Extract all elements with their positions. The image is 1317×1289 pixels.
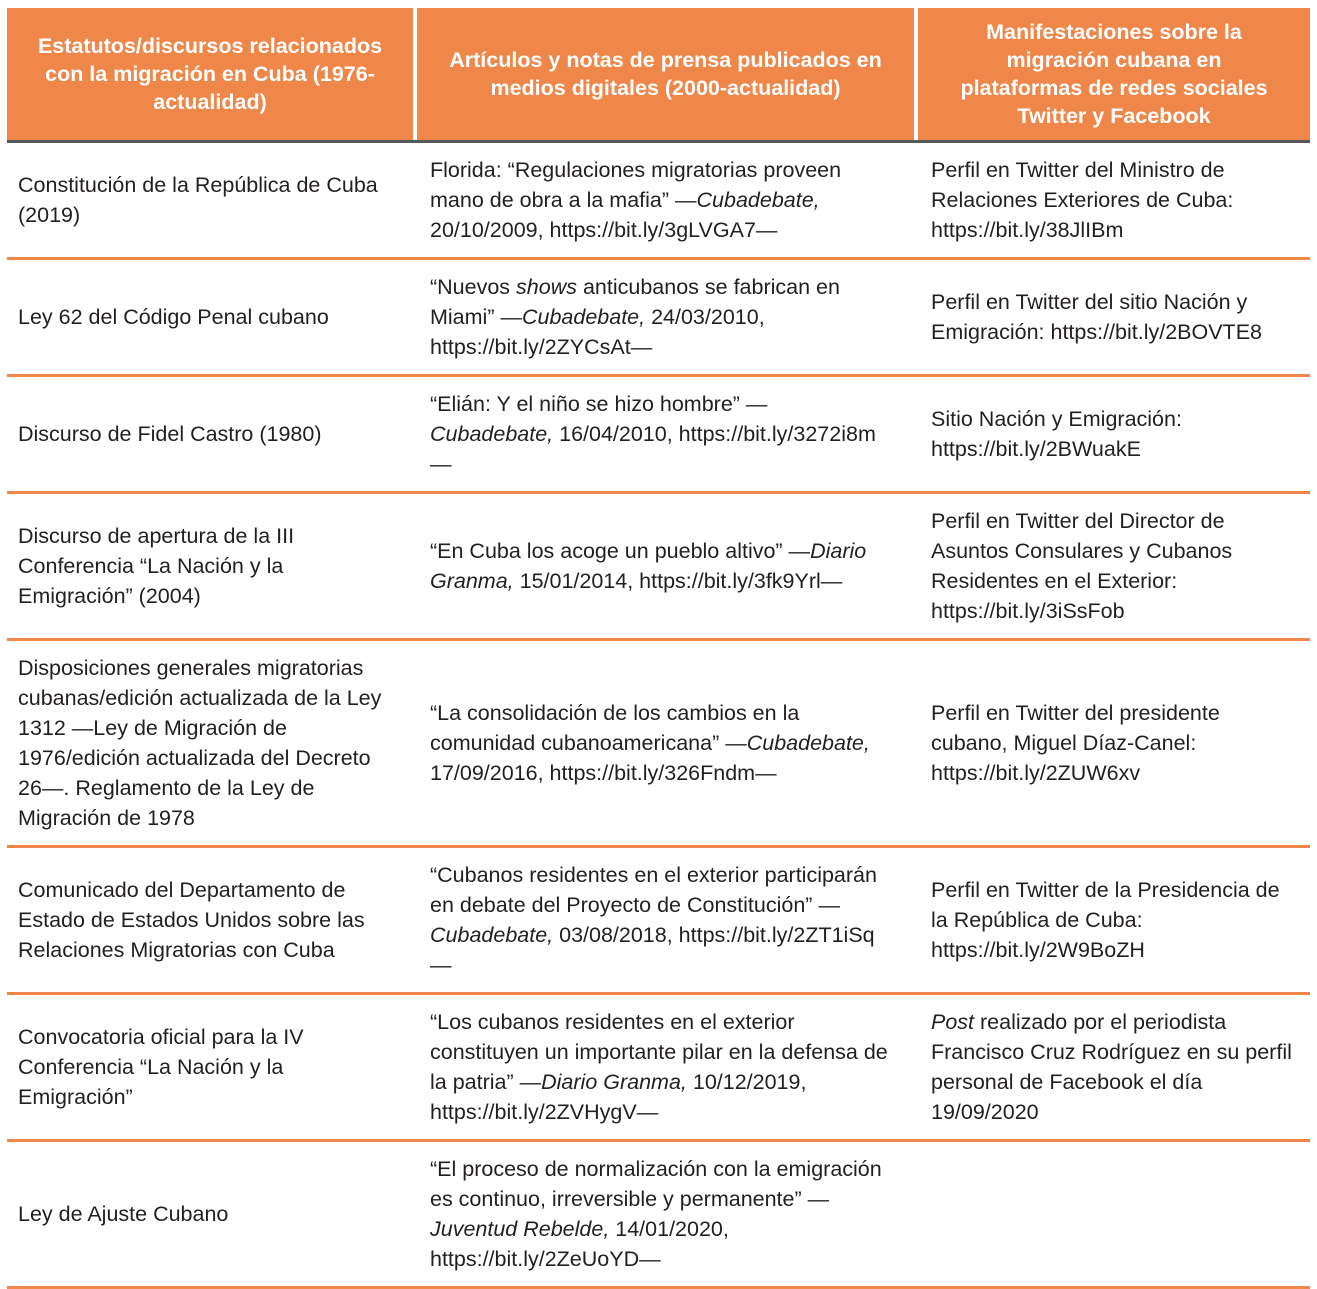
statute-text: Ley de Ajuste Cubano [18,1202,229,1226]
press-text: “Cubanos residentes en el exterior participarán en debate del Proyecto de Constitución” —Cubadebate, 03/08/2018, https://bit.ly/2ZT1iSq— [430,863,877,977]
social-cell [918,494,1310,638]
press-text: “El proceso de normalización con la emigración es continuo, irreversible y permanente” —Juventud Rebelde, 14/01/2020, https://bit.ly/2ZeUoYD— [430,1157,882,1271]
statute-cell [7,995,413,1139]
header-label-press: Artículos y notas de prensa publicados en medios digitales (2000-actualidad) [449,48,882,100]
press-cell [417,494,914,638]
header-label-social: Manifestaciones sobre la migración cubana en plataformas de redes sociales Twitter y Facebook [960,20,1268,128]
statute-text: Disposiciones generales migratorias cubanas/edición actualizada de la Ley 1312 —Ley de Migración de 1976/edición actualizada del Decreto 26—. Reglamento de la Ley de Migración de 1978 [18,656,382,830]
press-cell [417,377,914,491]
press-text: “Nuevos shows anticubanos se fabrican en Miami” —Cubadebate, 24/03/2010, https://bit.ly/2ZYCsAt— [430,275,840,359]
table-row [7,494,1310,641]
press-cell [417,1142,914,1286]
social-cell [918,143,1310,257]
statute-cell [7,641,413,845]
press-cell [417,260,914,374]
social-cell [918,641,1310,845]
statute-text: Convocatoria oficial para la IV Conferencia “La Nación y la Emigración” [18,1025,304,1109]
header-cell-press [417,8,914,140]
press-cell [417,641,914,845]
table-header-row [7,8,1310,143]
social-text: Perfil en Twitter del presidente cubano, Miguel Díaz-Canel: https://bit.ly/2ZUW6xv [931,701,1220,785]
table-row [7,1142,1310,1289]
table-row [7,143,1310,260]
social-cell [918,260,1310,374]
press-text: “Los cubanos residentes en el exterior constituyen un importante pilar en la defensa de la patria” —Diario Granma, 10/12/2019, https://bit.ly/2ZVHygV— [430,1010,888,1124]
table-row [7,377,1310,494]
statute-cell [7,494,413,638]
social-text: Perfil en Twitter del Ministro de Relaciones Exteriores de Cuba: https://bit.ly/38JlIBm [931,158,1234,242]
statute-text: Constitución de la República de Cuba (2019) [18,173,378,227]
press-cell [417,848,914,992]
social-text: Sitio Nación y Emigración: https://bit.ly/2BWuakE [931,407,1182,461]
statute-cell [7,143,413,257]
press-text: “La consolidación de los cambios en la comunidad cubanoamericana” —Cubadebate, 17/09/2016, https://bit.ly/326Fndm— [430,701,870,785]
statute-cell [7,377,413,491]
social-cell [918,1142,1310,1286]
statute-cell [7,260,413,374]
table-row [7,641,1310,848]
social-cell [918,995,1310,1139]
social-text: Post realizado por el periodista Francisco Cruz Rodríguez en su perfil personal de Facebook el día 19/09/2020 [931,1010,1292,1124]
social-text: Perfil en Twitter de la Presidencia de la República de Cuba: https://bit.ly/2W9BoZH [931,878,1280,962]
header-cell-statutes [7,8,413,140]
statute-cell [7,1142,413,1286]
statute-text: Discurso de apertura de la III Conferencia “La Nación y la Emigración” (2004) [18,524,295,608]
table-row [7,848,1310,995]
statute-cell [7,848,413,992]
header-label-statutes: Estatutos/discursos relacionados con la migración en Cuba (1976-actualidad) [37,34,383,114]
press-text: Florida: “Regulaciones migratorias proveen mano de obra a la mafia” —Cubadebate, 20/10/2009, https://bit.ly/3gLVGA7— [430,158,842,242]
press-text: “Elián: Y el niño se hizo hombre” —Cubadebate, 16/04/2010, https://bit.ly/3272i8m— [430,392,876,476]
table-row [7,995,1310,1142]
statute-text: Ley 62 del Código Penal cubano [18,305,329,329]
social-text: Perfil en Twitter del Director de Asuntos Consulares y Cubanos Residentes en el Exterior: https://bit.ly/3iSsFob [931,509,1233,623]
table-row [7,260,1310,377]
press-cell [417,995,914,1139]
press-cell [417,143,914,257]
statute-text: Discurso de Fidel Castro (1980) [18,422,322,446]
social-cell [918,377,1310,491]
header-cell-social [918,8,1310,140]
social-cell [918,848,1310,992]
social-text: Perfil en Twitter del sitio Nación y Emigración: https://bit.ly/2BOVTE8 [931,290,1262,344]
press-text: “En Cuba los acoge un pueblo altivo” —Diario Granma, 15/01/2014, https://bit.ly/3fk9Yrl— [430,539,867,593]
sources-table [7,8,1310,1289]
statute-text: Comunicado del Departamento de Estado de Estados Unidos sobre las Relaciones Migratorias con Cuba [18,878,365,962]
